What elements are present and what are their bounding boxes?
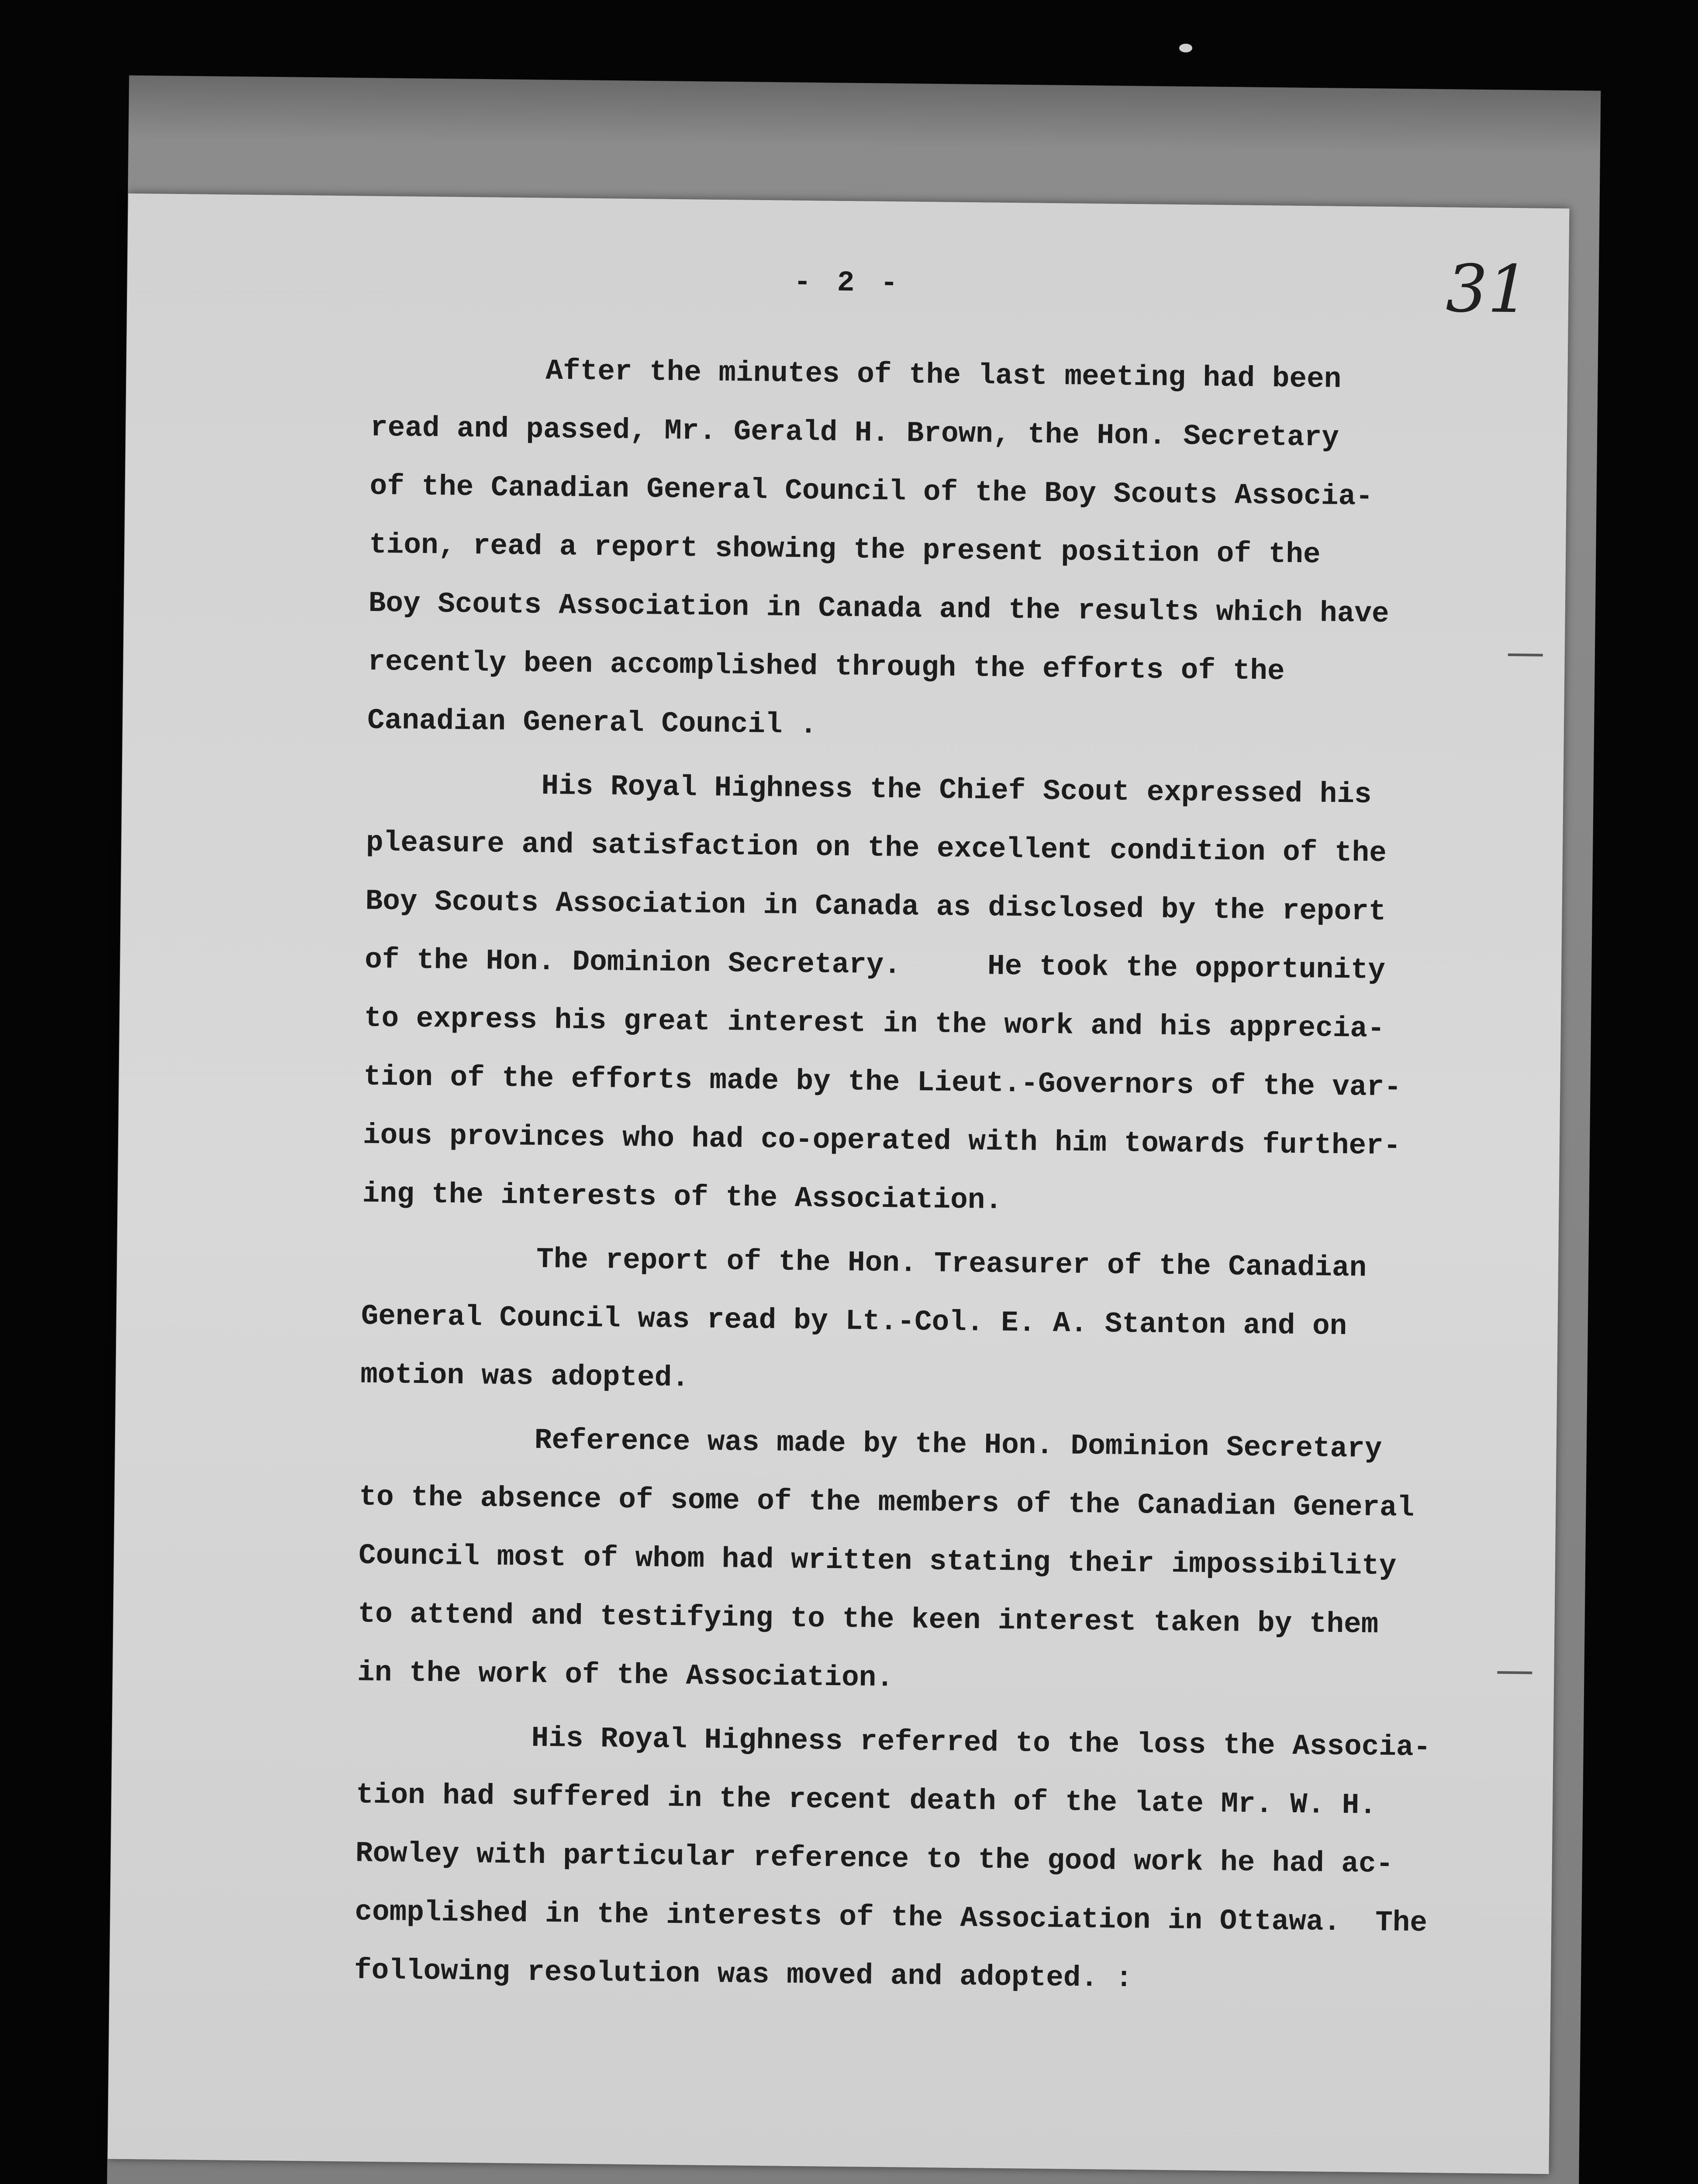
text-line: Boy Scouts Association in Canada as disclosed by the report xyxy=(365,885,1386,929)
text-line: Council most of whom had written stating their impossibility xyxy=(358,1539,1397,1583)
page-number: - 2 - xyxy=(794,266,902,300)
text-line: read and passed, Mr. Gerald H. Brown, the Hon. Secretary xyxy=(370,411,1339,454)
paragraph-5 xyxy=(354,1707,1440,2011)
margin-mark xyxy=(1497,1671,1532,1674)
document-page xyxy=(108,194,1570,2174)
text-line: His Royal Highness the Chief Scout expressed his xyxy=(541,769,1372,811)
paragraph-4 xyxy=(357,1410,1443,1714)
text-line: complished in the interests of the Association in Ottawa. The xyxy=(355,1895,1428,1940)
text-line: Canadian General Council . xyxy=(367,704,818,742)
text-line: His Royal Highness referred to the loss the Associa- xyxy=(531,1721,1431,1764)
handwritten-folio-number: 31 xyxy=(1445,251,1530,328)
text-line: of the Hon. Dominion Secretary. He took the opportunity xyxy=(364,943,1386,987)
margin-mark xyxy=(1508,653,1543,657)
paragraph-2 xyxy=(362,755,1450,1235)
text-line: ious provinces who had co-operated with him towards further- xyxy=(362,1119,1401,1163)
text-line: General Council was read by Lt.-Col. E. A. Stanton and on xyxy=(361,1299,1347,1343)
document-body xyxy=(354,340,1454,2017)
text-line: The report of the Hon. Treasurer of the Canadian xyxy=(536,1243,1367,1285)
text-line: Boy Scouts Association in Canada and the results which have xyxy=(368,587,1389,631)
text-line: tion, read a report showing the present position of the xyxy=(369,528,1321,571)
text-line: in the work of the Association. xyxy=(357,1656,894,1695)
paragraph-1 xyxy=(367,340,1454,761)
text-line: to express his great interest in the work and his apprecia- xyxy=(364,1002,1385,1046)
paragraph-3 xyxy=(360,1229,1445,1416)
text-line: tion had suffered in the recent death of the late Mr. W. H. xyxy=(355,1778,1377,1822)
dust-speck xyxy=(1179,44,1192,52)
text-line: motion was adopted. xyxy=(360,1358,690,1395)
text-line: to attend and testifying to the keen interest taken by them xyxy=(358,1597,1379,1641)
text-line: of the Canadian General Council of the Boy Scouts Associa- xyxy=(369,470,1374,513)
text-line: After the minutes of the last meeting had been xyxy=(545,354,1342,396)
text-line: Reference was made by the Hon. Dominion Secretary xyxy=(534,1424,1382,1466)
text-line: Rowley with particular reference to the good work he had ac- xyxy=(355,1837,1394,1881)
text-line: recently been accomplished through the efforts of the xyxy=(368,645,1285,688)
text-line: pleasure and satisfaction on the excellent condition of the xyxy=(366,826,1387,870)
text-line: following resolution was moved and adopted. : xyxy=(354,1954,1133,1995)
text-line: ing the interests of the Association. xyxy=(362,1177,1003,1217)
text-line: to the absence of some of the members of the Canadian General xyxy=(359,1480,1415,1524)
text-line: tion of the efforts made by the Lieut.-Governors of the var- xyxy=(363,1060,1402,1104)
